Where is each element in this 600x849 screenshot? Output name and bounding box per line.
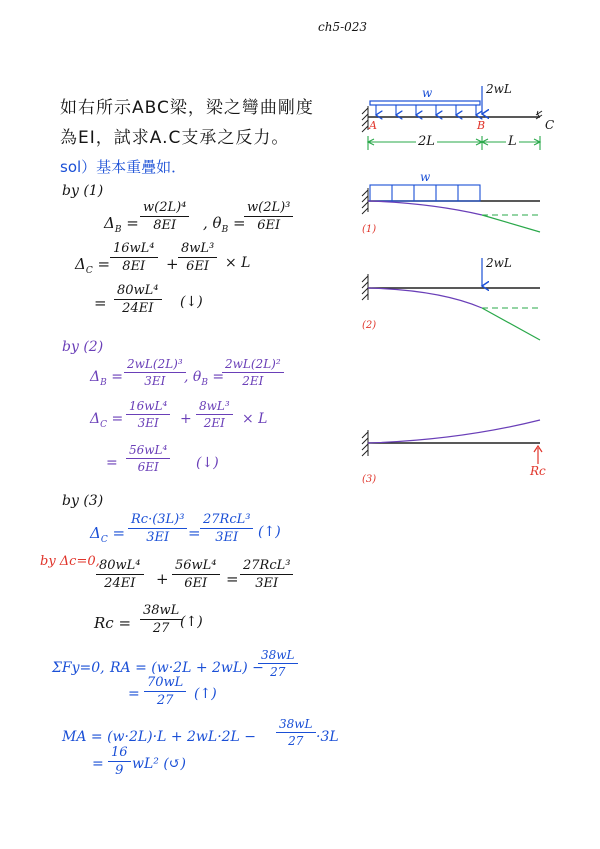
case2-figure — [362, 258, 540, 340]
subscript: B — [114, 225, 122, 235]
denominator: 27 — [270, 665, 286, 679]
denominator: 2EI — [203, 416, 225, 430]
case2-theta-b: , $\theta_B$ = — [184, 369, 225, 388]
case1-theta-b: , $\theta_B$ = — [203, 214, 246, 235]
fig1-w-label: w — [420, 170, 431, 184]
deflection-curve — [368, 201, 482, 215]
rc-lhs: Rc = — [94, 614, 132, 632]
plus-sign: + — [166, 255, 179, 273]
equals-sign: = — [188, 524, 201, 542]
support-c-label: C — [545, 118, 555, 132]
denominator: 3EI — [215, 530, 239, 545]
fig3-rc-label: Rc — [530, 464, 546, 478]
case1-label: by (1) — [62, 183, 104, 199]
fig1-label: (1) — [362, 224, 377, 235]
numerator: 38wL — [276, 717, 316, 733]
numerator: 16 — [108, 745, 131, 762]
fig3-label: (3) — [362, 474, 377, 485]
numerator: 2wL(2L)³ — [124, 357, 186, 373]
roller-support-c — [536, 111, 542, 119]
subscript: B — [221, 225, 229, 235]
case2-delta-b: $\Delta_B$ = — [90, 369, 123, 388]
numerator: 70wL — [144, 675, 186, 692]
numerator: Rc·(3L)³ — [128, 512, 187, 529]
main-w-label: w — [422, 86, 433, 100]
numerator: w(2L)³ — [244, 200, 293, 217]
solution-intro: sol）基本重疊如． — [60, 158, 187, 176]
ra-expression: RA = (w·2L + 2wL) − — [110, 660, 264, 676]
denominator: 9 — [115, 763, 124, 778]
denominator: 27 — [156, 693, 174, 708]
fixed-support-hatch — [362, 106, 368, 132]
ma-result-tail: wL² (↺) — [132, 756, 186, 772]
numerator: 56wL⁴ — [172, 558, 220, 575]
numerator: 16wL⁴ — [110, 241, 158, 258]
ma-tail: ·3L — [316, 729, 339, 745]
main-load-label: 2wL — [486, 82, 512, 96]
denominator: 6EI — [186, 259, 210, 274]
subscript: C — [85, 266, 93, 276]
compat-label: by Δc=0, — [40, 554, 100, 569]
numerator: 80wL⁴ — [114, 283, 162, 300]
deflection-curve — [368, 420, 540, 443]
numerator: 27RcL³ — [240, 558, 293, 575]
case2-delta-c: $\Delta_C$ = — [90, 411, 124, 430]
ra-direction: (↑) — [194, 686, 217, 702]
numerator: 8wL³ — [178, 241, 217, 258]
case3-label: by (3) — [62, 493, 104, 509]
denominator: 8EI — [153, 218, 177, 233]
denominator: 6EI — [257, 218, 281, 233]
equals-sign: = — [226, 570, 239, 588]
tangent-line — [482, 215, 540, 232]
case1-delta-b: $\Delta_B$ = — [104, 214, 139, 235]
equals-sign: = — [94, 294, 107, 312]
distributed-load-arrows — [376, 105, 476, 115]
dim-l-label: L — [508, 134, 517, 149]
numerator: 38wL — [140, 603, 182, 620]
fixed-support-hatch — [362, 188, 368, 214]
subscript: C — [100, 419, 108, 430]
problem-line-2: 為EI，試求A.C支承之反力。 — [60, 128, 290, 148]
case1-figure — [362, 185, 540, 232]
case2-delta-c-tail: × L — [242, 411, 268, 427]
denominator: 24EI — [122, 301, 154, 316]
denominator: 2EI — [242, 374, 264, 388]
case1-result-direction: (↓) — [180, 294, 203, 310]
numerator: 16wL⁴ — [126, 399, 170, 415]
delta-symbol: Δ — [90, 411, 101, 427]
denominator: 6EI — [184, 576, 208, 591]
dim-2l-label: 2L — [418, 134, 435, 149]
fixed-support-hatch — [362, 274, 368, 300]
case2-label: by (2) — [62, 339, 104, 355]
theta-symbol: θ — [192, 369, 202, 385]
numerator: w(2L)⁴ — [140, 200, 189, 217]
distributed-load-band — [370, 101, 480, 105]
numerator: 38wL — [258, 648, 298, 664]
fig2-label: (2) — [362, 320, 377, 331]
subscript: B — [201, 377, 208, 388]
equals-sign: = — [92, 756, 104, 772]
case3-delta-c: $\Delta_C$ = — [90, 524, 126, 545]
delta-symbol: Δ — [75, 255, 86, 273]
delta-symbol: Δ — [104, 214, 115, 232]
numerator: 8wL³ — [196, 399, 233, 415]
ma-expression: MA = (w·2L)·L + 2wL·2L − — [62, 729, 257, 745]
denominator: 3EI — [144, 374, 166, 388]
equals-sign: = — [106, 455, 118, 471]
theta-symbol: θ — [212, 214, 222, 232]
numerator: 56wL⁴ — [126, 443, 170, 459]
denominator: 6EI — [137, 460, 159, 474]
denominator: 27 — [152, 621, 170, 636]
case1-delta-c: $\Delta_C$ = — [75, 255, 111, 276]
subscript: C — [100, 535, 108, 545]
denominator: 3EI — [146, 530, 170, 545]
delta-symbol: Δ — [90, 369, 101, 385]
denominator: 27 — [288, 734, 304, 748]
denominator: 3EI — [255, 576, 279, 591]
deflection-curve — [368, 288, 482, 308]
tangent-line — [482, 308, 540, 340]
point-b-label: B — [477, 119, 486, 132]
denominator: 24EI — [104, 576, 136, 591]
equals-sign: = — [128, 686, 140, 702]
delta-symbol: Δ — [90, 524, 101, 542]
problem-line-1: 如右所示ABC梁，梁之彎曲剛度 — [60, 98, 314, 118]
numerator: 80wL⁴ — [96, 558, 144, 575]
numerator: 27RcL³ — [200, 512, 253, 529]
fixed-support-hatch — [362, 430, 368, 456]
plus-sign: + — [156, 570, 169, 588]
fig2-load-label: 2wL — [486, 256, 512, 270]
support-a-label: A — [369, 119, 377, 132]
case2-result-direction: (↓) — [196, 455, 219, 471]
subscript: B — [100, 377, 107, 388]
page-id: ch5-023 — [318, 20, 368, 34]
case1-delta-c-tail: × L — [225, 255, 251, 271]
fy-label: ΣFy=0, — [52, 660, 105, 676]
case3-direction: (↑) — [258, 524, 281, 540]
case3-figure — [362, 420, 542, 464]
denominator: 3EI — [137, 416, 159, 430]
denominator: 8EI — [122, 259, 146, 274]
plus-sign: + — [180, 411, 192, 427]
distributed-load-boxes — [370, 185, 480, 201]
numerator: 2wL(2L)² — [222, 357, 284, 373]
rc-direction: (↑) — [180, 614, 203, 630]
